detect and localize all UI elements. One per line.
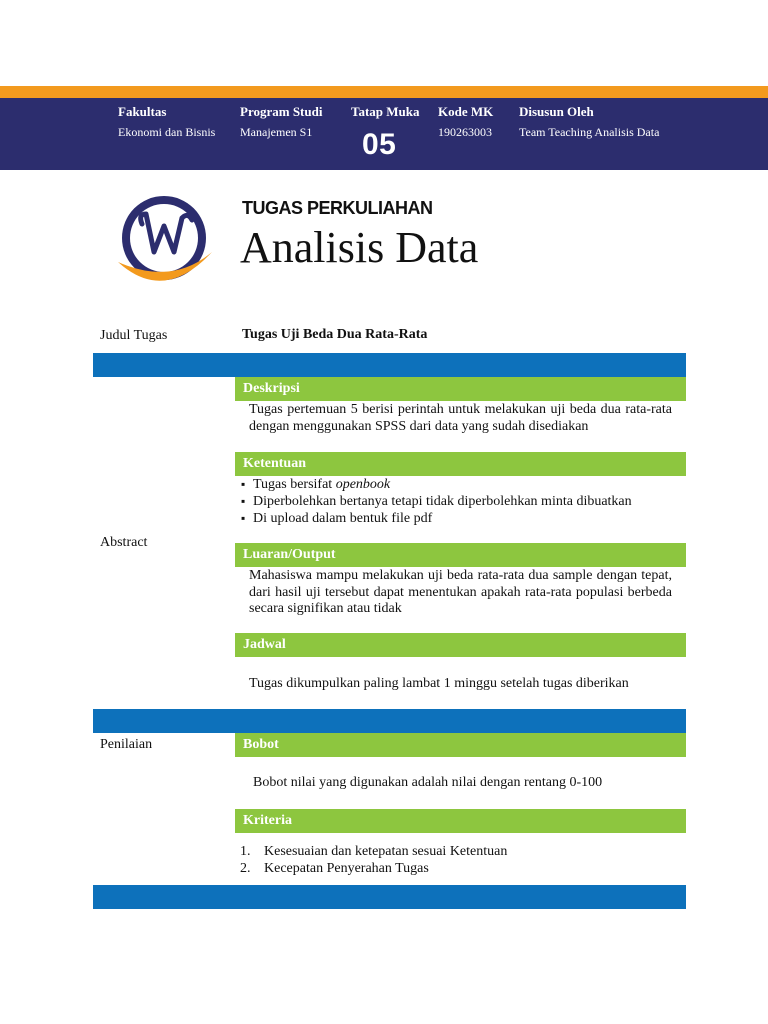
program-studi-value: Manajemen S1 <box>240 125 313 139</box>
section-divider-2 <box>93 709 686 733</box>
jadwal-text: Tugas dikumpulkan paling lambat 1 minggu setelah tugas diberikan <box>249 676 629 691</box>
deskripsi-heading: Deskripsi <box>235 377 686 401</box>
penilaian-label: Penilaian <box>100 737 153 752</box>
header-accent-strip <box>0 86 768 98</box>
list-item: ▪ Tugas bersifat openbook <box>241 476 681 493</box>
list-item: 2. Kecepatan Penyerahan Tugas <box>240 861 429 876</box>
kode-mk-label: Kode MK <box>438 104 494 119</box>
disusun-oleh-value: Team Teaching Analisis Data <box>519 125 660 139</box>
ketentuan-list <box>241 476 681 527</box>
luaran-heading: Luaran/Output <box>235 543 686 567</box>
kode-mk-value: 190263003 <box>438 125 492 139</box>
judul-tugas-label: Judul Tugas <box>100 328 168 343</box>
disusun-oleh-label: Disusun Oleh <box>519 104 594 119</box>
luaran-text: Mahasiswa mampu melakukan uji beda rata-rata dua sample dengan tepat, dari hasil uji tersebut dapat menentukan apakah rata-rata populasi berbeda secara signifikan atau tidak <box>249 568 672 616</box>
list-item: ▪ Di upload dalam bentuk file pdf <box>241 510 681 527</box>
jadwal-heading: Jadwal <box>235 633 686 657</box>
tatap-muka-value: 05 <box>362 128 397 161</box>
list-item: ▪ Diperbolehkan bertanya tetapi tidak diperbolehkan minta dibuatkan <box>241 493 681 510</box>
deskripsi-text: Tugas pertemuan 5 berisi perintah untuk melakukan uji beda dua rata-rata dengan menggunakan SPSS dari data yang sudah disediakan <box>249 402 672 434</box>
kriteria-heading: Kriteria <box>235 809 686 833</box>
list-item: 1. Kesesuaian dan ketepatan sesuai Ketentuan <box>240 844 508 859</box>
document-subtitle: TUGAS PERKULIAHAN <box>242 198 433 218</box>
fakultas-value: Ekonomi dan Bisnis <box>118 125 216 139</box>
university-logo-icon <box>112 196 216 290</box>
ketentuan-heading: Ketentuan <box>235 452 686 476</box>
section-divider-1 <box>93 353 686 377</box>
bobot-text: Bobot nilai yang digunakan adalah nilai dengan rentang 0-100 <box>253 775 603 790</box>
kriteria-list <box>240 843 680 877</box>
judul-tugas-value: Tugas Uji Beda Dua Rata-Rata <box>242 327 428 342</box>
fakultas-label: Fakultas <box>118 104 167 119</box>
section-divider-3 <box>93 885 686 909</box>
bobot-heading: Bobot <box>235 733 686 757</box>
tatap-muka-label: Tatap Muka <box>351 104 420 119</box>
document-title: Analisis Data <box>240 223 479 272</box>
abstract-label: Abstract <box>100 535 148 550</box>
program-studi-label: Program Studi <box>240 104 323 119</box>
header-band <box>0 98 768 170</box>
